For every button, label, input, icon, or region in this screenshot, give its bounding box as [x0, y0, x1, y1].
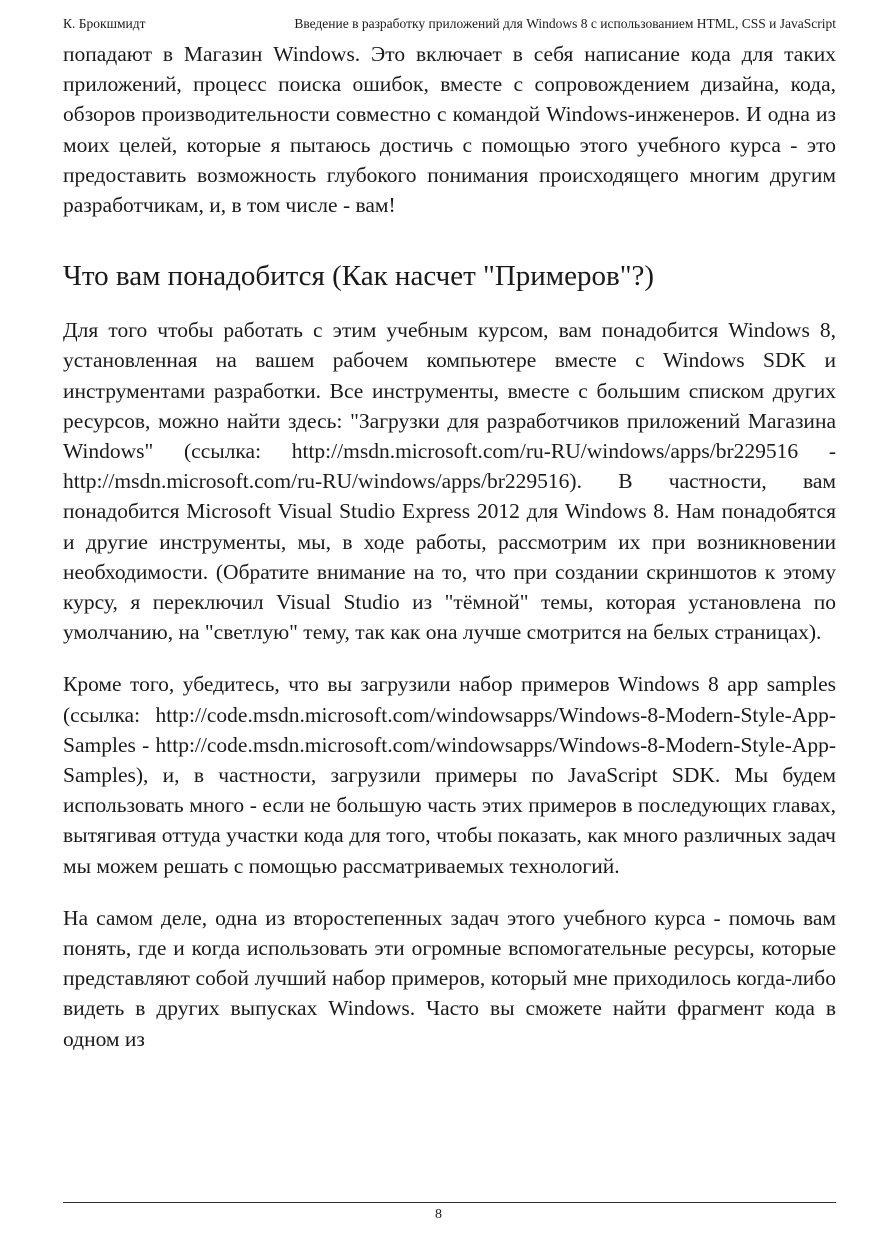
section-heading: Что вам понадобится (Как насчет "Примеров"?)	[63, 260, 655, 293]
intro-paragraph: попадают в Магазин Windows. Это включает в себя написание кода для таких приложений, процесс поиска ошибок, вместе с сопровождением дизайна, кода, обзоров производительности совместно с командой Windows-инженеров. И одна из моих целей, которые я пытаюсь достичь с помощью этого учебного курса - это предоставить возможность глубокого понимания происходящего многим другим разработчикам, и, в том числе - вам!	[63, 42, 836, 218]
secondary-goal-paragraph: На самом деле, одна из второстепенных задач этого учебного курса - помочь вам понять, где и когда использовать эти огромные вспомогательные ресурсы, которые представляют собой лучший набор примеров, который мне приходилось когда-либо видеть в других выпусках Windows. Часто вы сможете найти фрагмент кода в одном из	[63, 905, 836, 1051]
page-number: 8	[435, 1207, 442, 1222]
header-book-title: Введение в разработку приложений для Windows 8 с использованием HTML, CSS и JavaScript	[294, 16, 836, 31]
header-author: К. Брокшмидт	[63, 16, 146, 31]
requirements-paragraph: Для того чтобы работать с этим учебным курсом, вам понадобится Windows 8, установленная на вашем рабочем компьютере вместе с Windows SDK и инструментами разработки. Все инструменты, вместе с большим списком других ресурсов, можно найти здесь: "Загрузки для разработчиков приложений Магазина Windows" (ссылка: http://msdn.microsoft.com/ru-RU/windows/apps/br229516 - http://msdn.microsoft.com/ru-RU/windows/apps/br229516). В частности, вам понадобится Microsoft Visual Studio Express 2012 для Windows 8. Нам понадобятся и другие инструменты, мы, в ходе работы, рассмотрим их при возникновении необходимости. (Обратите внимание на то, что при создании скриншотов к этому курсу, я переключил Visual Studio из "тёмной" темы, которая установлена по умолчанию, на "светлую" тему, так как она лучше смотрится на белых страницах).	[63, 318, 836, 645]
page-header	[63, 14, 836, 36]
page-content	[63, 39, 836, 1054]
samples-paragraph: Кроме того, убедитесь, что вы загрузили набор примеров Windows 8 app samples (ссылка: http://code.msdn.microsoft.com/windowsapps/Windows-8-Modern-Style-App-Samples - http://code.msdn.microsoft.com/windowsapps/Windows-8-Modern-Style-App-Samples), и, в частности, загрузили примеры по JavaScript SDK. Мы будем использовать много - если не большую часть этих примеров в последующих главах, вытягивая оттуда участки кода для того, чтобы показать, как много различных задач мы можем решать с помощью рассматриваемых технологий.	[63, 672, 836, 878]
footer-divider	[63, 1202, 836, 1203]
